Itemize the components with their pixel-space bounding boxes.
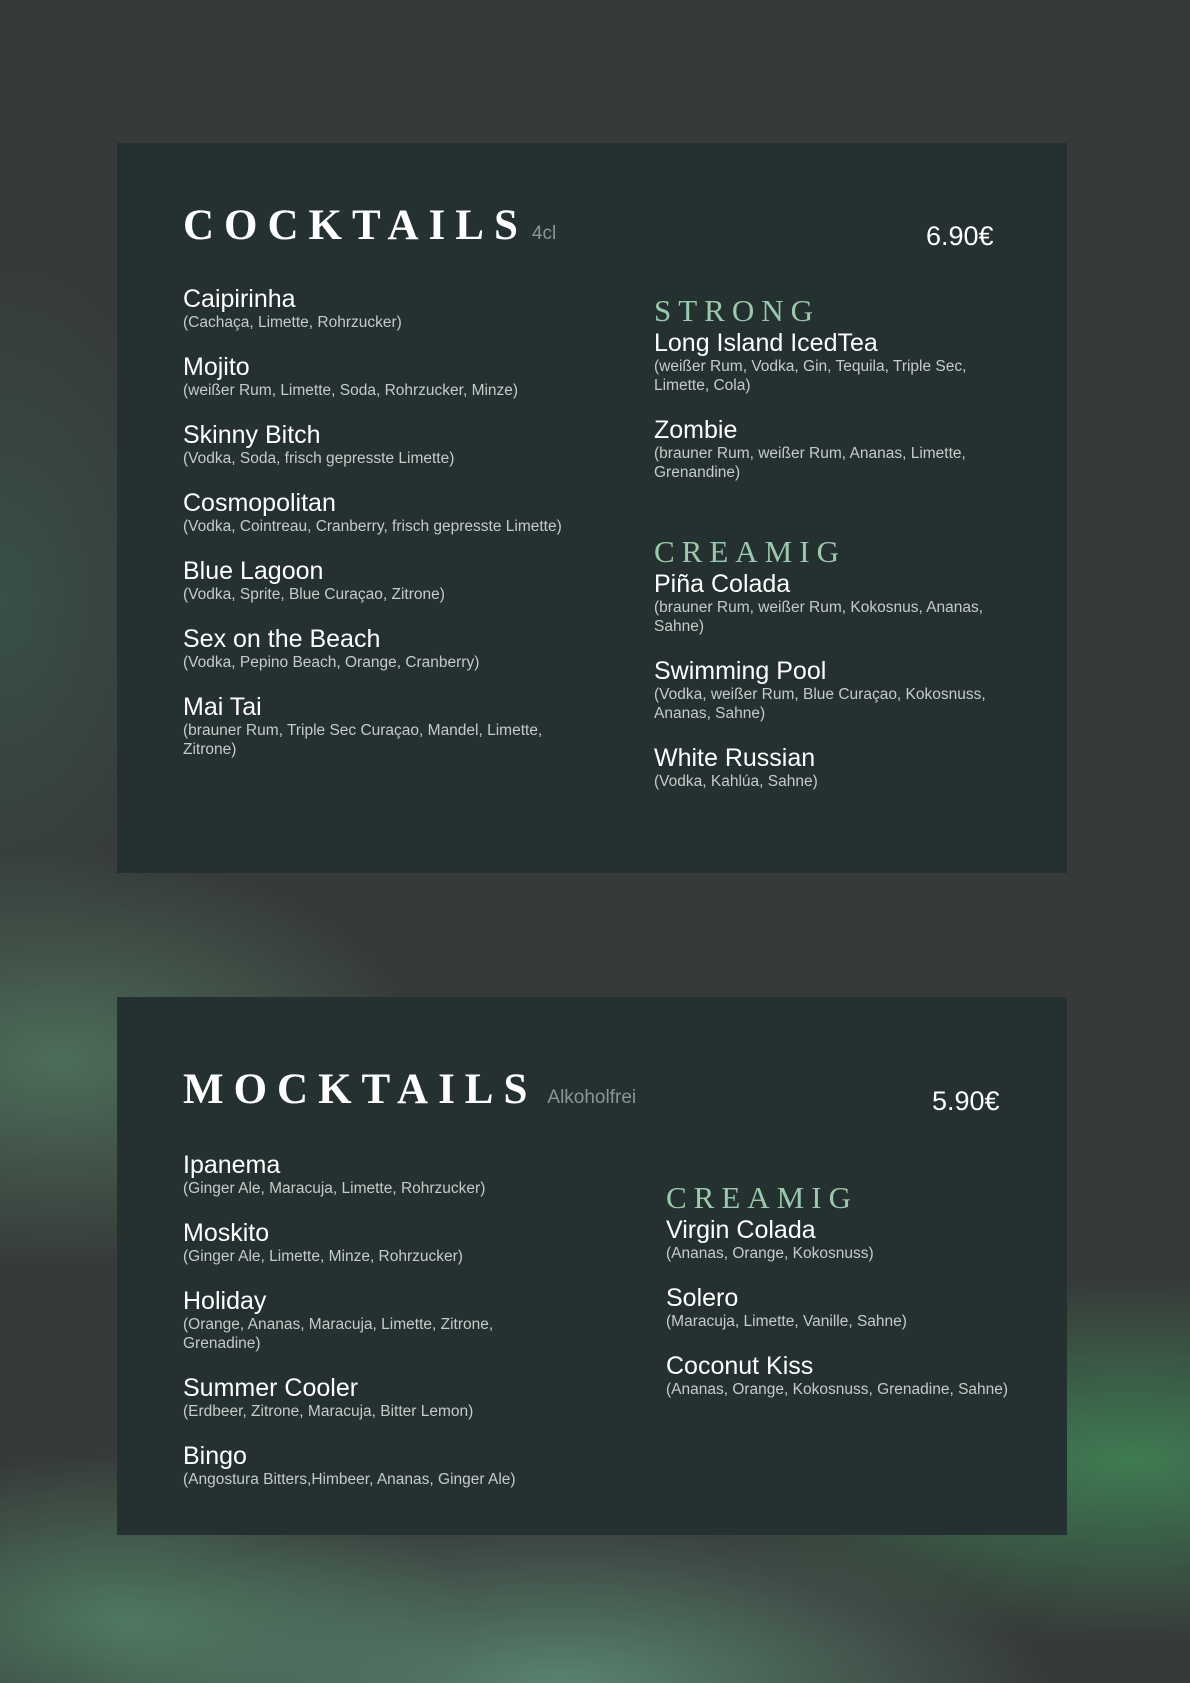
mocktails-subtitle: Alkoholfrei (547, 1087, 637, 1108)
list-item (654, 330, 1004, 395)
list-item (654, 417, 1004, 482)
list-item (666, 1285, 1036, 1331)
list-item (183, 626, 563, 672)
drink-name: Solero (666, 1284, 739, 1312)
list-item (183, 1152, 563, 1198)
list-item (666, 1217, 1036, 1263)
list-item (183, 694, 563, 759)
cocktails-left-list (183, 286, 563, 781)
drink-ingredients: (brauner Rum, Triple Sec Curaçao, Mandel, Limette, Zitrone) (183, 722, 543, 758)
cocktails-title: COCKTAILS (183, 202, 528, 249)
drink-name: Ipanema (183, 1151, 281, 1179)
section-heading-creamig: CREAMIG (654, 534, 846, 569)
mocktails-title: MOCKTAILS (183, 1066, 538, 1113)
drink-name: Virgin Colada (666, 1216, 816, 1244)
cocktails-price: 6.90€ (926, 221, 994, 251)
list-item (183, 558, 563, 604)
drink-ingredients: (Vodka, Pepino Beach, Orange, Cranberry) (183, 654, 480, 671)
list-item (666, 1353, 1036, 1399)
list-item (183, 490, 563, 536)
drink-name: Coconut Kiss (666, 1352, 814, 1380)
section-heading-strong: STRONG (654, 293, 821, 328)
drink-ingredients: (brauner Rum, weißer Rum, Ananas, Limette, Grenandine) (654, 445, 966, 481)
drink-name: Summer Cooler (183, 1374, 359, 1402)
drink-ingredients: (weißer Rum, Limette, Soda, Rohrzucker, Minze) (183, 382, 519, 399)
drink-name: Zombie (654, 416, 738, 444)
list-item (654, 658, 1004, 723)
drink-ingredients: (Ginger Ale, Limette, Minze, Rohrzucker) (183, 1248, 463, 1265)
drink-name: Caipirinha (183, 285, 296, 313)
drink-ingredients: (Maracuja, Limette, Vanille, Sahne) (666, 1313, 907, 1330)
drink-ingredients: (Erdbeer, Zitrone, Maracuja, Bitter Lemon) (183, 1403, 474, 1420)
mocktails-creamig-section (666, 1181, 1036, 1421)
section-heading-creamig: CREAMIG (666, 1180, 858, 1215)
drink-ingredients: (Ginger Ale, Maracuja, Limette, Rohrzucker) (183, 1180, 486, 1197)
list-item (183, 1220, 563, 1266)
list-item (183, 354, 563, 400)
drink-ingredients: (Vodka, Sprite, Blue Curaçao, Zitrone) (183, 586, 445, 603)
drink-name: Holiday (183, 1287, 267, 1315)
list-item (183, 1288, 563, 1353)
drink-ingredients: (Vodka, Soda, frisch gepresste Limette) (183, 450, 455, 467)
cocktails-subtitle: 4cl (531, 223, 557, 244)
list-item (183, 286, 563, 332)
list-item (654, 571, 1004, 636)
cocktails-creamig-section (654, 535, 1004, 813)
drink-ingredients: (weißer Rum, Vodka, Gin, Tequila, Triple Sec, Limette, Cola) (654, 358, 967, 394)
drink-name: Long Island IcedTea (654, 329, 878, 357)
drink-ingredients: (Orange, Ananas, Maracuja, Limette, Zitrone, Grenadine) (183, 1316, 494, 1352)
drink-ingredients: (Vodka, Kahlúa, Sahne) (654, 773, 818, 790)
drink-ingredients: (Ananas, Orange, Kokosnuss) (666, 1245, 874, 1262)
drink-name: White Russian (654, 744, 816, 772)
cocktails-strong-section (654, 294, 1004, 504)
drink-ingredients: (Vodka, Cointreau, Cranberry, frisch gepresste Limette) (183, 518, 562, 535)
list-item (183, 422, 563, 468)
drink-name: Moskito (183, 1219, 270, 1247)
list-item (654, 745, 1004, 791)
cocktails-panel (117, 143, 1067, 873)
drink-ingredients: (Angostura Bitters,Himbeer, Ananas, Ginger Ale) (183, 1471, 516, 1488)
mocktails-price: 5.90€ (932, 1086, 1000, 1116)
drink-name: Bingo (183, 1442, 247, 1470)
drink-name: Piña Colada (654, 570, 791, 598)
drink-ingredients: (brauner Rum, weißer Rum, Kokosnus, Ananas, Sahne) (654, 599, 984, 635)
cocktails-header (183, 201, 556, 250)
drink-name: Swimming Pool (654, 657, 827, 685)
drink-name: Mai Tai (183, 693, 262, 721)
list-item (183, 1375, 563, 1421)
mocktails-left-list (183, 1152, 563, 1511)
list-item (183, 1443, 563, 1489)
drink-name: Skinny Bitch (183, 421, 321, 449)
drink-name: Cosmopolitan (183, 489, 336, 517)
drink-ingredients: (Vodka, weißer Rum, Blue Curaçao, Kokosnuss, Ananas, Sahne) (654, 686, 986, 722)
drink-name: Sex on the Beach (183, 625, 381, 653)
mocktails-panel (117, 997, 1067, 1535)
mocktails-header (183, 1065, 636, 1114)
drink-name: Mojito (183, 353, 250, 381)
drink-ingredients: (Cachaça, Limette, Rohrzucker) (183, 314, 402, 331)
drink-ingredients: (Ananas, Orange, Kokosnuss, Grenadine, Sahne) (666, 1381, 1009, 1398)
drink-name: Blue Lagoon (183, 557, 324, 585)
